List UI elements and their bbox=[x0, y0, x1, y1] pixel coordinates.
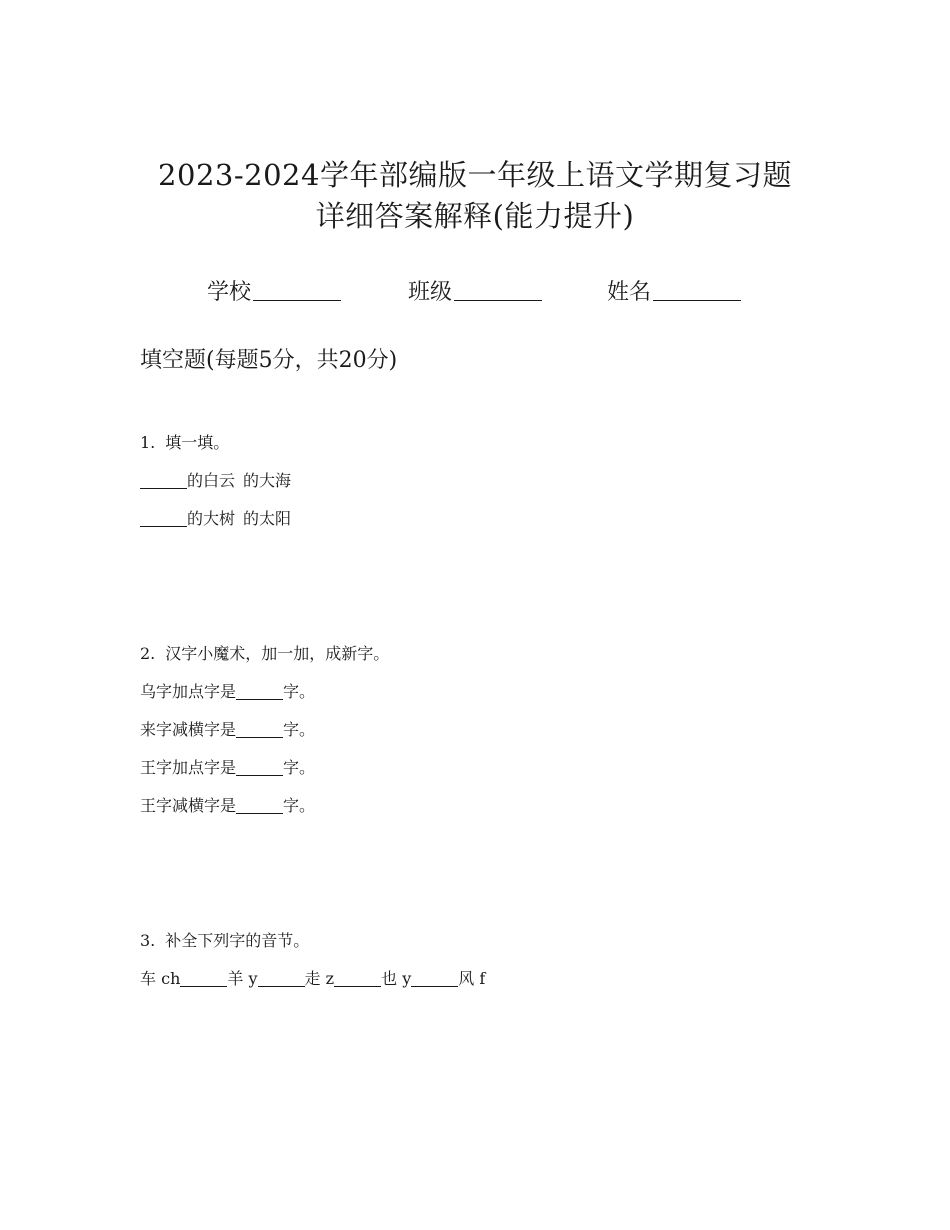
question-1-row-2 bbox=[140, 508, 291, 530]
syllable-prefix: ch bbox=[161, 969, 181, 988]
question-text: 汉字小魔术，加一加，成新字。 bbox=[165, 644, 390, 663]
class-label: 班级 bbox=[408, 280, 453, 305]
question-1-row-1 bbox=[140, 470, 291, 492]
syllable-prefix: f bbox=[479, 969, 486, 988]
question-number: 1. bbox=[140, 433, 156, 452]
item-text: 字。 bbox=[283, 758, 316, 777]
question-text: 填一填。 bbox=[165, 433, 230, 452]
syllable-char: 也 bbox=[381, 969, 398, 988]
syllable-prefix: y bbox=[402, 969, 412, 988]
question-2-item bbox=[140, 719, 315, 741]
class-field bbox=[408, 278, 542, 308]
syllable-char: 走 bbox=[304, 969, 321, 988]
question-1-prompt bbox=[140, 432, 229, 454]
question-number: 2. bbox=[140, 644, 156, 663]
answer-blank[interactable] bbox=[334, 970, 381, 987]
phrase-text: 的太阳 bbox=[243, 509, 292, 528]
item-text: 王字减横字是 bbox=[140, 796, 237, 815]
answer-blank[interactable] bbox=[258, 970, 305, 987]
name-field bbox=[607, 278, 741, 308]
item-text: 乌字加点字是 bbox=[140, 682, 237, 701]
answer-blank[interactable] bbox=[180, 970, 227, 987]
question-2-prompt bbox=[140, 643, 389, 665]
item-text: 王字加点字是 bbox=[140, 758, 237, 777]
question-3-row bbox=[140, 968, 485, 990]
class-blank[interactable] bbox=[454, 278, 542, 301]
question-text: 补全下列字的音节。 bbox=[165, 931, 310, 950]
answer-blank[interactable] bbox=[140, 510, 187, 527]
syllable-prefix: z bbox=[325, 969, 335, 988]
question-2-item bbox=[140, 795, 315, 817]
syllable-char: 羊 bbox=[227, 969, 244, 988]
school-label: 学校 bbox=[207, 280, 252, 305]
phrase-text: 的大树 bbox=[187, 509, 236, 528]
question-2-item bbox=[140, 681, 315, 703]
syllable-char: 风 bbox=[458, 969, 475, 988]
answer-blank[interactable] bbox=[236, 683, 283, 700]
page-title: 2023-2024学年部编版一年级上语文学期复习题 bbox=[158, 158, 792, 192]
question-2-item bbox=[140, 757, 315, 779]
answer-blank[interactable] bbox=[236, 721, 283, 738]
name-blank[interactable] bbox=[653, 278, 741, 301]
item-text: 来字减横字是 bbox=[140, 720, 237, 739]
name-label: 姓名 bbox=[607, 280, 652, 305]
item-text: 字。 bbox=[283, 720, 316, 739]
syllable-prefix: y bbox=[248, 969, 258, 988]
question-3-prompt bbox=[140, 930, 309, 952]
answer-blank[interactable] bbox=[236, 797, 283, 814]
item-text: 字。 bbox=[283, 682, 316, 701]
phrase-text: 的大海 bbox=[243, 471, 292, 490]
page-subtitle: 详细答案解释(能力提升) bbox=[315, 199, 635, 233]
item-text: 字。 bbox=[283, 796, 316, 815]
question-number: 3. bbox=[140, 931, 156, 950]
school-blank[interactable] bbox=[253, 278, 341, 301]
answer-blank[interactable] bbox=[140, 472, 187, 489]
answer-blank[interactable] bbox=[411, 970, 458, 987]
school-field bbox=[207, 278, 341, 308]
phrase-text: 的白云 bbox=[187, 471, 236, 490]
section-heading: 填空题(每题5分，共20分) bbox=[140, 348, 398, 373]
answer-blank[interactable] bbox=[236, 759, 283, 776]
syllable-char: 车 bbox=[140, 969, 157, 988]
